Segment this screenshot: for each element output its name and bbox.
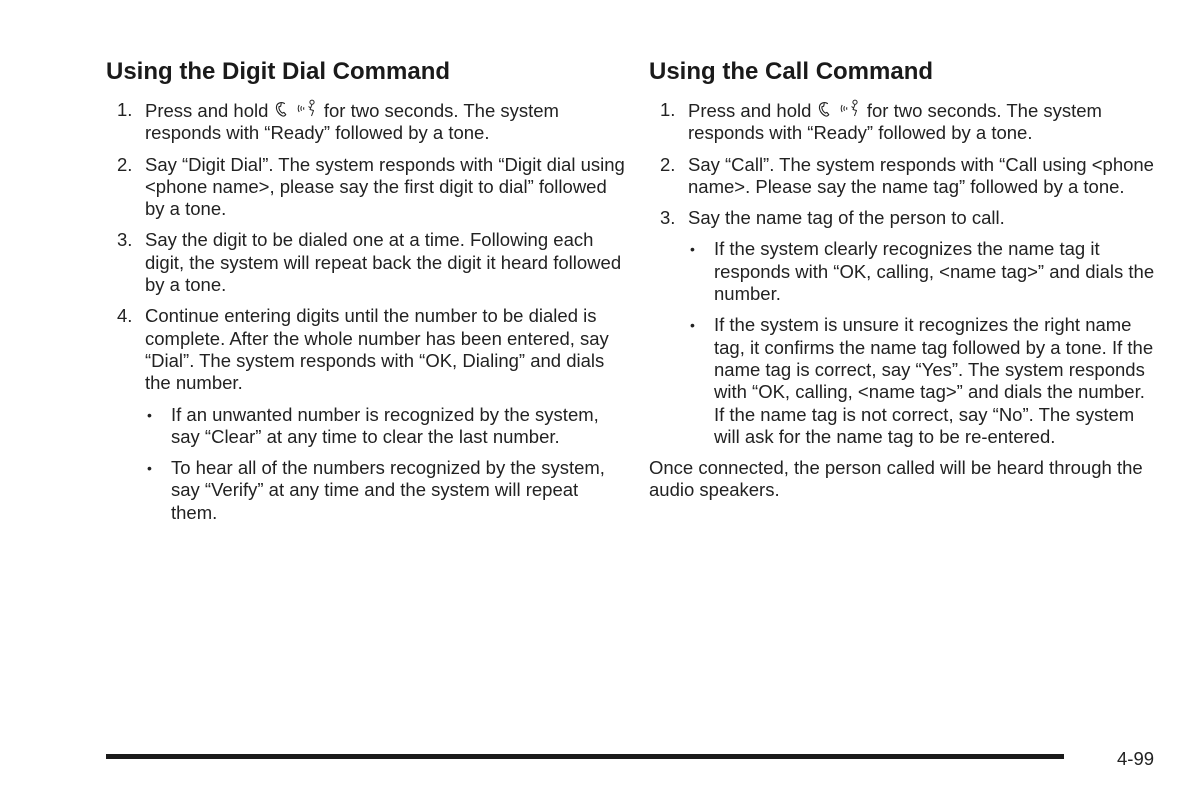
call-command-steps — [649, 99, 1159, 448]
closing-paragraph: Once connected, the person called will be heard through the audio speakers. — [649, 457, 1143, 501]
step-text-post: for two seconds. The system responds with “Ready” followed by a tone. — [145, 100, 559, 144]
bullet-list — [145, 404, 626, 524]
bullet-text: If the system clearly recognizes the name tag it responds with “OK, calling, <name tag>” and dials the number. — [714, 238, 1155, 305]
step-number: 1. — [117, 99, 133, 120]
step-number: 4. — [117, 305, 133, 327]
page-number: 4-99 — [1117, 748, 1155, 769]
bullet-item — [688, 314, 1159, 448]
list-item — [106, 305, 626, 524]
bullet-icon: • — [690, 317, 695, 334]
bullet-text: If the system is unsure it recognizes the right name tag, it confirms the name tag followed by a tone. If the name tag is correct, say “Yes”. The system responds with “OK, calling, <name tag>” and dials the number. If the name tag is not correct, say “No”. The system will ask for the name tag to be re-entered. — [714, 314, 1154, 447]
bullet-icon: • — [690, 241, 695, 258]
step-text: Say the name tag of the person to call. — [688, 207, 1005, 229]
phone-icon — [818, 101, 832, 118]
phone-icon — [275, 101, 289, 118]
step-text-post: for two seconds. The system responds with “Ready” followed by a tone. — [688, 100, 1102, 144]
list-item — [106, 99, 626, 145]
step-number: 2. — [117, 153, 133, 175]
step-number: 1. — [660, 99, 676, 120]
step-text: Say the digit to be dialed one at a time. Following each digit, the system will repeat back the digit it heard followed by a tone. — [145, 229, 622, 296]
list-item — [106, 229, 626, 296]
voice-talk-icon — [839, 99, 861, 118]
digit-dial-section — [106, 56, 626, 533]
step-text-pre: Press and hold — [688, 100, 812, 121]
step-text: Say “Digit Dial”. The system responds with “Digit dial using <phone name>, please say the first digit to dial” followed by a tone. — [145, 153, 625, 220]
bullet-text: If an unwanted number is recognized by the system, say “Clear” at any time to clear the last number. — [171, 403, 599, 447]
bullet-item — [145, 404, 626, 449]
list-item — [106, 154, 626, 221]
bullet-item — [145, 457, 626, 524]
digit-dial-heading: Using the Digit Dial Command — [106, 58, 451, 85]
list-item — [649, 99, 1159, 145]
digit-dial-steps — [106, 99, 626, 524]
step-number: 2. — [660, 153, 676, 175]
call-command-section — [649, 56, 1159, 502]
list-item — [649, 207, 1159, 448]
step-text: Say “Call”. The system responds with “Call using <phone name>. Please say the name tag” followed by a tone. — [688, 153, 1154, 197]
list-item — [649, 154, 1159, 199]
bullet-icon: • — [147, 406, 152, 423]
call-command-heading: Using the Call Command — [649, 58, 934, 85]
footer-rule — [106, 754, 1064, 759]
bullet-text: To hear all of the numbers recognized by the system, say “Verify” at any time and the system will repeat them. — [171, 457, 605, 523]
step-number: 3. — [117, 229, 133, 251]
bullet-list — [688, 238, 1159, 448]
voice-talk-icon — [296, 99, 318, 118]
bullet-item — [688, 238, 1159, 305]
step-text-pre: Press and hold — [145, 100, 269, 121]
step-number: 3. — [660, 207, 676, 229]
bullet-icon: • — [147, 460, 152, 477]
step-text: Continue entering digits until the number to be dialed is complete. After the whole number has been entered, say “Dial”. The system responds with “OK, Dialing” and dials the number. — [145, 305, 609, 394]
